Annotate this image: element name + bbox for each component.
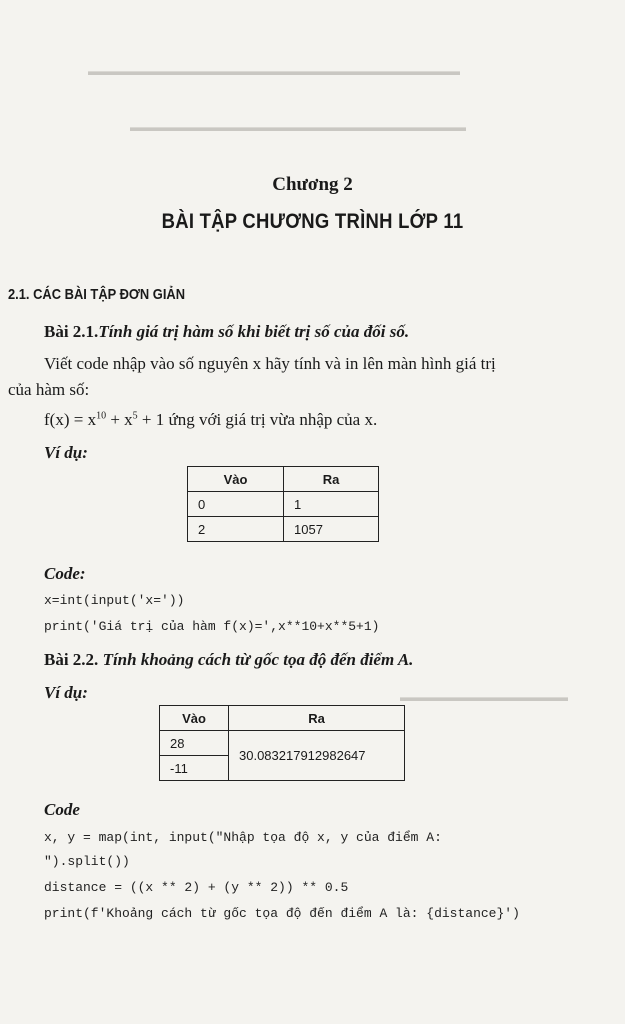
exercise-1-heading [44,322,409,342]
exercise-2-io-table [159,705,405,781]
formula-exponent-1: 10 [96,410,107,422]
exercise-2-example-label: Ví dụ: [44,683,88,702]
table-header-input: Vào [188,467,284,492]
table-row [160,731,405,756]
exercise-1-title: Tính giá trị hàm số khi biết trị số của đối số. [98,322,410,341]
formula-exponent-2: 5 [132,410,138,422]
table-row [188,492,379,517]
formula-prefix: f(x) = x [44,410,97,429]
table-cell-output: 30.083217912982647 [229,731,405,781]
table-cell-input: 28 [160,731,229,756]
exercise-1-number: Bài 2.1. [44,322,99,341]
code-line: ").split()) [44,854,130,869]
exercise-1-io-table [187,466,379,542]
formula-suffix: + 1 ứng với giá trị vừa nhập của x. [137,410,378,429]
table-header-output: Ra [284,467,379,492]
exercise-2-title: Tính khoảng cách từ gốc tọa độ đến điểm A. [102,650,414,669]
exercise-1-example-label: Ví dụ: [44,443,88,462]
code-line: print('Giá trị của hàm f(x)=',x**10+x**5+1) [44,619,380,634]
section-heading: 2.1. CÁC BÀI TẬP ĐƠN GIẢN [8,286,186,303]
code-line: distance = ((x ** 2) + (y ** 2)) ** 0.5 [44,880,349,895]
table-cell-input: -11 [160,756,229,781]
formula-mid: + x [106,410,133,429]
bleed-through-text: ▬▬▬▬▬▬▬▬▬▬▬▬▬▬▬▬▬▬▬▬▬▬▬▬▬▬▬▬ [130,120,466,134]
table-header-input: Vào [160,706,229,731]
table-header-output: Ra [229,706,405,731]
code-line: x=int(input('x=')) [44,593,185,608]
bleed-through-text: ▬▬▬▬▬▬▬▬▬▬▬▬▬▬ [400,690,568,704]
table-cell-output: 1057 [284,517,379,542]
exercise-2-number: Bài 2.2. [44,650,99,669]
chapter-label: Chương 2 [272,174,353,195]
chapter-title: BÀI TẬP CHƯƠNG TRÌNH LỚP 11 [161,210,464,233]
code-line: print(f'Khoảng cách từ gốc tọa độ đến điểm A là: {distance}') [44,906,520,921]
code-line: x, y = map(int, input("Nhập tọa độ x, y của điểm A: [44,830,442,845]
exercise-1-desc-line1: Viết code nhập vào số nguyên x hãy tính và in lên màn hình giá trị [44,354,496,373]
table-row [188,517,379,542]
table-cell-output: 1 [284,492,379,517]
table-cell-input: 2 [188,517,284,542]
exercise-1-desc-line2: của hàm số: [8,380,90,399]
table-cell-input: 0 [188,492,284,517]
bleed-through-text: ▬▬▬▬▬▬▬▬▬▬▬▬▬▬▬▬▬▬▬▬▬▬▬▬▬▬▬▬▬▬▬ [88,64,460,78]
exercise-2-code-label: Code [44,800,80,819]
exercise-1-formula [44,410,377,430]
exercise-1-code-label: Code: [44,564,86,583]
exercise-2-heading [44,650,413,670]
